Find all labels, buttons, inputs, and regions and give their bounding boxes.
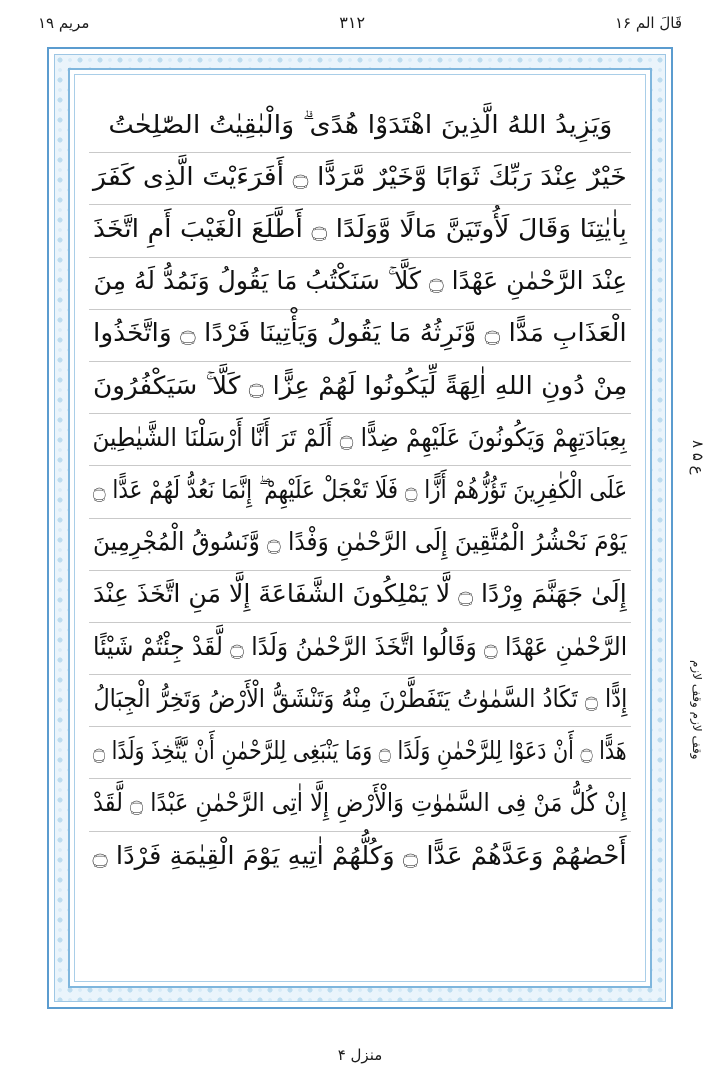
quran-line: [89, 623, 631, 675]
quran-line-text: الرَّحْمٰنِ عَهْدًا ۝ وَقَالُوا اتَّخَذَ الرَّحْمٰنُ وَلَدًا ۝ لَّقَدْ جِئْتُمْ شَيْئًا: [92, 631, 628, 661]
waqf-note: وقف لازم وقف لازم: [690, 660, 704, 760]
quran-line: [89, 675, 631, 727]
ruku-marker: ع ۵ ۸: [689, 440, 707, 475]
manzil-label: منزل ۴: [337, 1046, 383, 1064]
quran-line-text: وَيَزِيدُ اللهُ الَّذِينَ اهْتَدَوْا هُدًى ۗ وَالْبٰقِيٰتُ الصّٰلِحٰتُ: [108, 109, 612, 139]
page-border-inner-rule: [74, 74, 646, 982]
quran-line-text: مِنْ دُونِ اللهِ اٰلِهَةً لِّيَكُونُوا لَهُمْ عِزًّا ۝ كَلَّا ۚ سَيَكْفُرُونَ: [92, 370, 628, 400]
quran-line-text: عِنْدَ الرَّحْمٰنِ عَهْدًا ۝ كَلَّا ۚ سَنَكْتُبُ مَا يَقُولُ وَنَمُدُّ لَهُ مِنَ: [93, 266, 627, 296]
page-border-outer: [47, 47, 673, 1009]
quran-line-text: الْعَذَابِ مَدًّا ۝ وَّنَرِثُهُ مَا يَقُولُ وَيَأْتِينَا فَرْدًا ۝ وَاتَّخَذُوا: [93, 318, 627, 348]
quran-line-text: يَوْمَ نَحْشُرُ الْمُتَّقِينَ إِلَى الرَّحْمٰنِ وَفْدًا ۝ وَّنَسُوقُ الْمُجْرِمِينَ: [93, 527, 627, 557]
page-border-pattern: [54, 54, 666, 1002]
header-surah-label: قَالَ الم ۱۶: [614, 13, 682, 32]
quran-line-text: إِلَىٰ جَهَنَّمَ وِرْدًا ۝ لَّا يَمْلِكُونَ الشَّفَاعَةَ إِلَّا مَنِ اتَّخَذَ عِنْدَ: [93, 579, 627, 609]
page-number: ۳۱۲: [339, 13, 366, 32]
quran-line: [89, 153, 631, 205]
quran-text-block: [89, 101, 631, 961]
page-header: [38, 10, 682, 36]
quran-line: [89, 571, 631, 623]
quran-line-text: خَيْرٌ عِنْدَ رَبِّكَ ثَوَابًا وَّخَيْرٌ مَّرَدًّا ۝ أَفَرَءَيْتَ الَّذِى كَفَرَ: [93, 161, 627, 191]
quran-line-text: عَلَى الْكٰفِرِينَ تَؤُزُّهُمْ أَزًّا ۝ فَلَا تَعْجَلْ عَلَيْهِمْ ۖ إِنَّمَا نَعُدُّ لَهُمْ عَدًّا ۝: [92, 475, 628, 505]
quran-line: [89, 310, 631, 362]
quran-line-text: بِاٰيٰتِنَا وَقَالَ لَأُوتَيَنَّ مَالًا وَّوَلَدًا ۝ أَطَّلَعَ الْغَيْبَ أَمِ اتَّخَذَ: [93, 214, 627, 244]
quran-line: [89, 466, 631, 518]
quran-line: [89, 205, 631, 257]
quran-line: [89, 362, 631, 414]
header-juz-label: مريم ۱۹: [38, 13, 90, 32]
quran-line: [89, 258, 631, 310]
quran-line: [89, 832, 631, 884]
quran-line: [89, 779, 631, 831]
quran-line-text: أَحْصٰهُمْ وَعَدَّهُمْ عَدًّا ۝ وَكُلُّهُمْ اٰتِيهِ يَوْمَ الْقِيٰمَةِ فَرْدًا ۝: [92, 840, 628, 870]
page-footer: [0, 1045, 720, 1064]
quran-line-text: بِعِبَادَتِهِمْ وَيَكُونُونَ عَلَيْهِمْ ضِدًّا ۝ أَلَمْ تَرَ أَنَّا أَرْسَلْنَا الشَّيٰطِينَ: [92, 422, 628, 452]
quran-line-text: إِنْ كُلُّ مَنْ فِى السَّمٰوٰتِ وَالْأَرْضِ إِلَّا اٰتِى الرَّحْمٰنِ عَبْدًا ۝ لَّقَدْ: [93, 788, 627, 818]
quran-line: [89, 414, 631, 466]
quran-line-text: هَدًّا ۝ أَنْ دَعَوْا لِلرَّحْمٰنِ وَلَدًا ۝ وَمَا يَنْبَغِى لِلرَّحْمٰنِ أَنْ يَّتَّخِذَ وَلَدًا ۝: [93, 735, 627, 765]
quran-line: [89, 519, 631, 571]
page-border-inner: [68, 68, 652, 988]
quran-line: [89, 101, 631, 153]
quran-line-text: إِدًّا ۝ تَكَادُ السَّمٰوٰتُ يَتَفَطَّرْنَ مِنْهُ وَتَنْشَقُّ الْأَرْضُ وَتَخِرُّ الْجِبَالُ: [93, 683, 627, 713]
quran-line: [89, 727, 631, 779]
